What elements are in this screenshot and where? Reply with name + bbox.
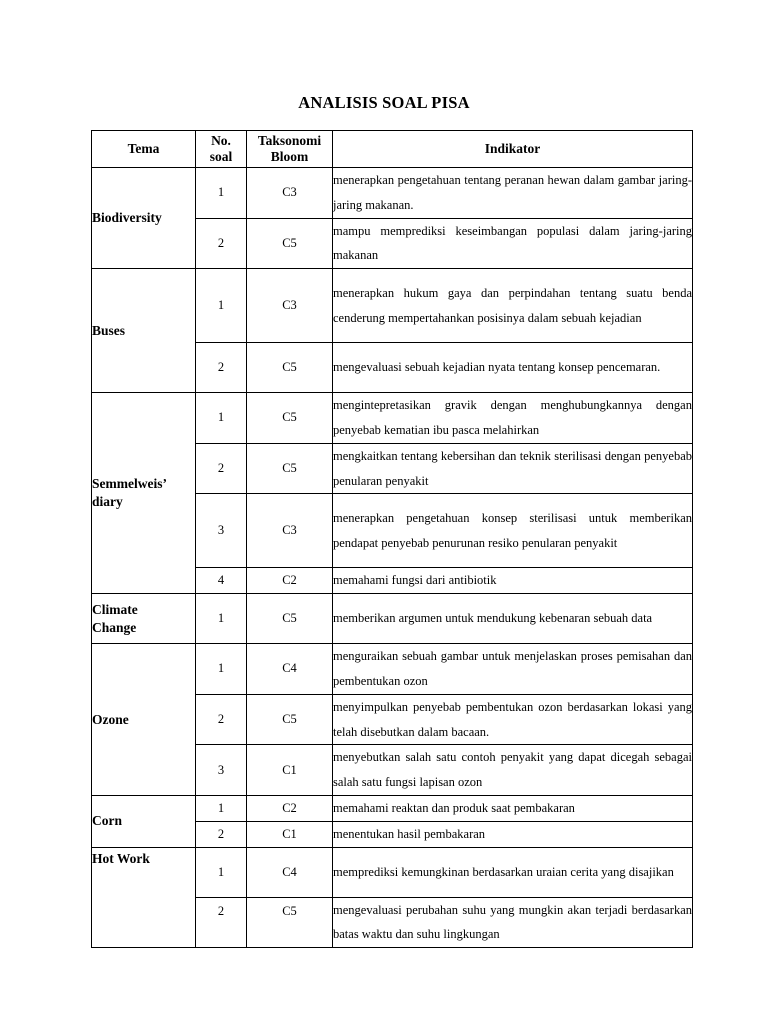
indikator-cell: menyebutkan salah satu contoh penyakit yang dapat dicegah sebagai salah satu fungsi lapisan ozon — [333, 745, 693, 796]
no-soal-cell: 3 — [196, 745, 247, 796]
no-soal-cell: 1 — [196, 168, 247, 219]
indikator-cell: mengkaitkan tentang kebersihan dan teknik sterilisasi dengan penyebab penularan penyakit — [333, 443, 693, 494]
header-taksonomi-bloom: Taksonomi Bloom — [247, 131, 333, 168]
table-row — [92, 269, 693, 343]
bloom-cell: C1 — [247, 821, 333, 847]
no-soal-cell: 1 — [196, 269, 247, 343]
tema-cell: Ozone — [92, 644, 196, 796]
table-row — [92, 644, 693, 695]
no-soal-cell: 1 — [196, 393, 247, 444]
no-soal-cell: 4 — [196, 568, 247, 594]
indikator-cell: menyimpulkan penyebab pembentukan ozon berdasarkan lokasi yang telah disebutkan dalam bacaan. — [333, 694, 693, 745]
tema-cell: Biodiversity — [92, 168, 196, 269]
bloom-cell: C3 — [247, 494, 333, 568]
indikator-cell: memberikan argumen untuk mendukung kebenaran sebuah data — [333, 594, 693, 644]
bloom-cell: C2 — [247, 568, 333, 594]
header-indikator: Indikator — [333, 131, 693, 168]
tema-cell: Corn — [92, 795, 196, 847]
analysis-table — [91, 130, 693, 948]
header-no-soal: No. soal — [196, 131, 247, 168]
bloom-cell: C4 — [247, 847, 333, 897]
no-soal-cell: 3 — [196, 494, 247, 568]
bloom-cell: C5 — [247, 443, 333, 494]
indikator-cell: memahami reaktan dan produk saat pembakaran — [333, 795, 693, 821]
no-soal-cell: 2 — [196, 443, 247, 494]
bloom-cell: C5 — [247, 594, 333, 644]
indikator-cell: memahami fungsi dari antibiotik — [333, 568, 693, 594]
indikator-cell: menerapkan hukum gaya dan perpindahan tentang suatu benda cenderung mempertahankan posisinya dalam sebuah kejadian — [333, 269, 693, 343]
bloom-cell: C4 — [247, 644, 333, 695]
bloom-cell: C3 — [247, 269, 333, 343]
indikator-cell: mampu memprediksi keseimbangan populasi dalam jaring-jaring makanan — [333, 218, 693, 269]
bloom-cell: C5 — [247, 218, 333, 269]
no-soal-cell: 2 — [196, 218, 247, 269]
indikator-cell: menguraikan sebuah gambar untuk menjelaskan proses pemisahan dan pembentukan ozon — [333, 644, 693, 695]
bloom-cell: C5 — [247, 393, 333, 444]
table-row — [92, 393, 693, 444]
table-row — [92, 847, 693, 897]
bloom-cell: C5 — [247, 694, 333, 745]
tema-cell: Buses — [92, 269, 196, 393]
tema-cell: Climate Change — [92, 594, 196, 644]
bloom-cell: C5 — [247, 897, 333, 948]
indikator-cell: mengevaluasi sebuah kejadian nyata tentang konsep pencemaran. — [333, 343, 693, 393]
bloom-cell: C2 — [247, 795, 333, 821]
table-row — [92, 795, 693, 821]
page-title: ANALISIS SOAL PISA — [298, 93, 470, 112]
bloom-cell: C1 — [247, 745, 333, 796]
no-soal-cell: 2 — [196, 694, 247, 745]
bloom-cell: C5 — [247, 343, 333, 393]
no-soal-cell: 2 — [196, 897, 247, 948]
bloom-cell: C3 — [247, 168, 333, 219]
no-soal-cell: 1 — [196, 644, 247, 695]
indikator-cell: mengintepretasikan gravik dengan menghubungkannya dengan penyebab kematian ibu pasca melahirkan — [333, 393, 693, 444]
table-row — [92, 168, 693, 219]
header-tema: Tema — [92, 131, 196, 168]
no-soal-cell: 2 — [196, 821, 247, 847]
no-soal-cell: 1 — [196, 847, 247, 897]
tema-cell: Hot Work — [92, 847, 196, 948]
tema-cell: Semmelweis’ diary — [92, 393, 196, 594]
indikator-cell: menerapkan pengetahuan konsep sterilisasi untuk memberikan pendapat penyebab penurunan resiko penularan penyakit — [333, 494, 693, 568]
indikator-cell: menentukan hasil pembakaran — [333, 821, 693, 847]
indikator-cell: menerapkan pengetahuan tentang peranan hewan dalam gambar jaring-jaring makanan. — [333, 168, 693, 219]
table-header-row — [92, 131, 693, 168]
indikator-cell: mengevaluasi perubahan suhu yang mungkin akan terjadi berdasarkan batas waktu dan suhu lingkungan — [333, 897, 693, 948]
table-row — [92, 594, 693, 644]
no-soal-cell: 2 — [196, 343, 247, 393]
no-soal-cell: 1 — [196, 594, 247, 644]
indikator-cell: memprediksi kemungkinan berdasarkan uraian cerita yang disajikan — [333, 847, 693, 897]
no-soal-cell: 1 — [196, 795, 247, 821]
